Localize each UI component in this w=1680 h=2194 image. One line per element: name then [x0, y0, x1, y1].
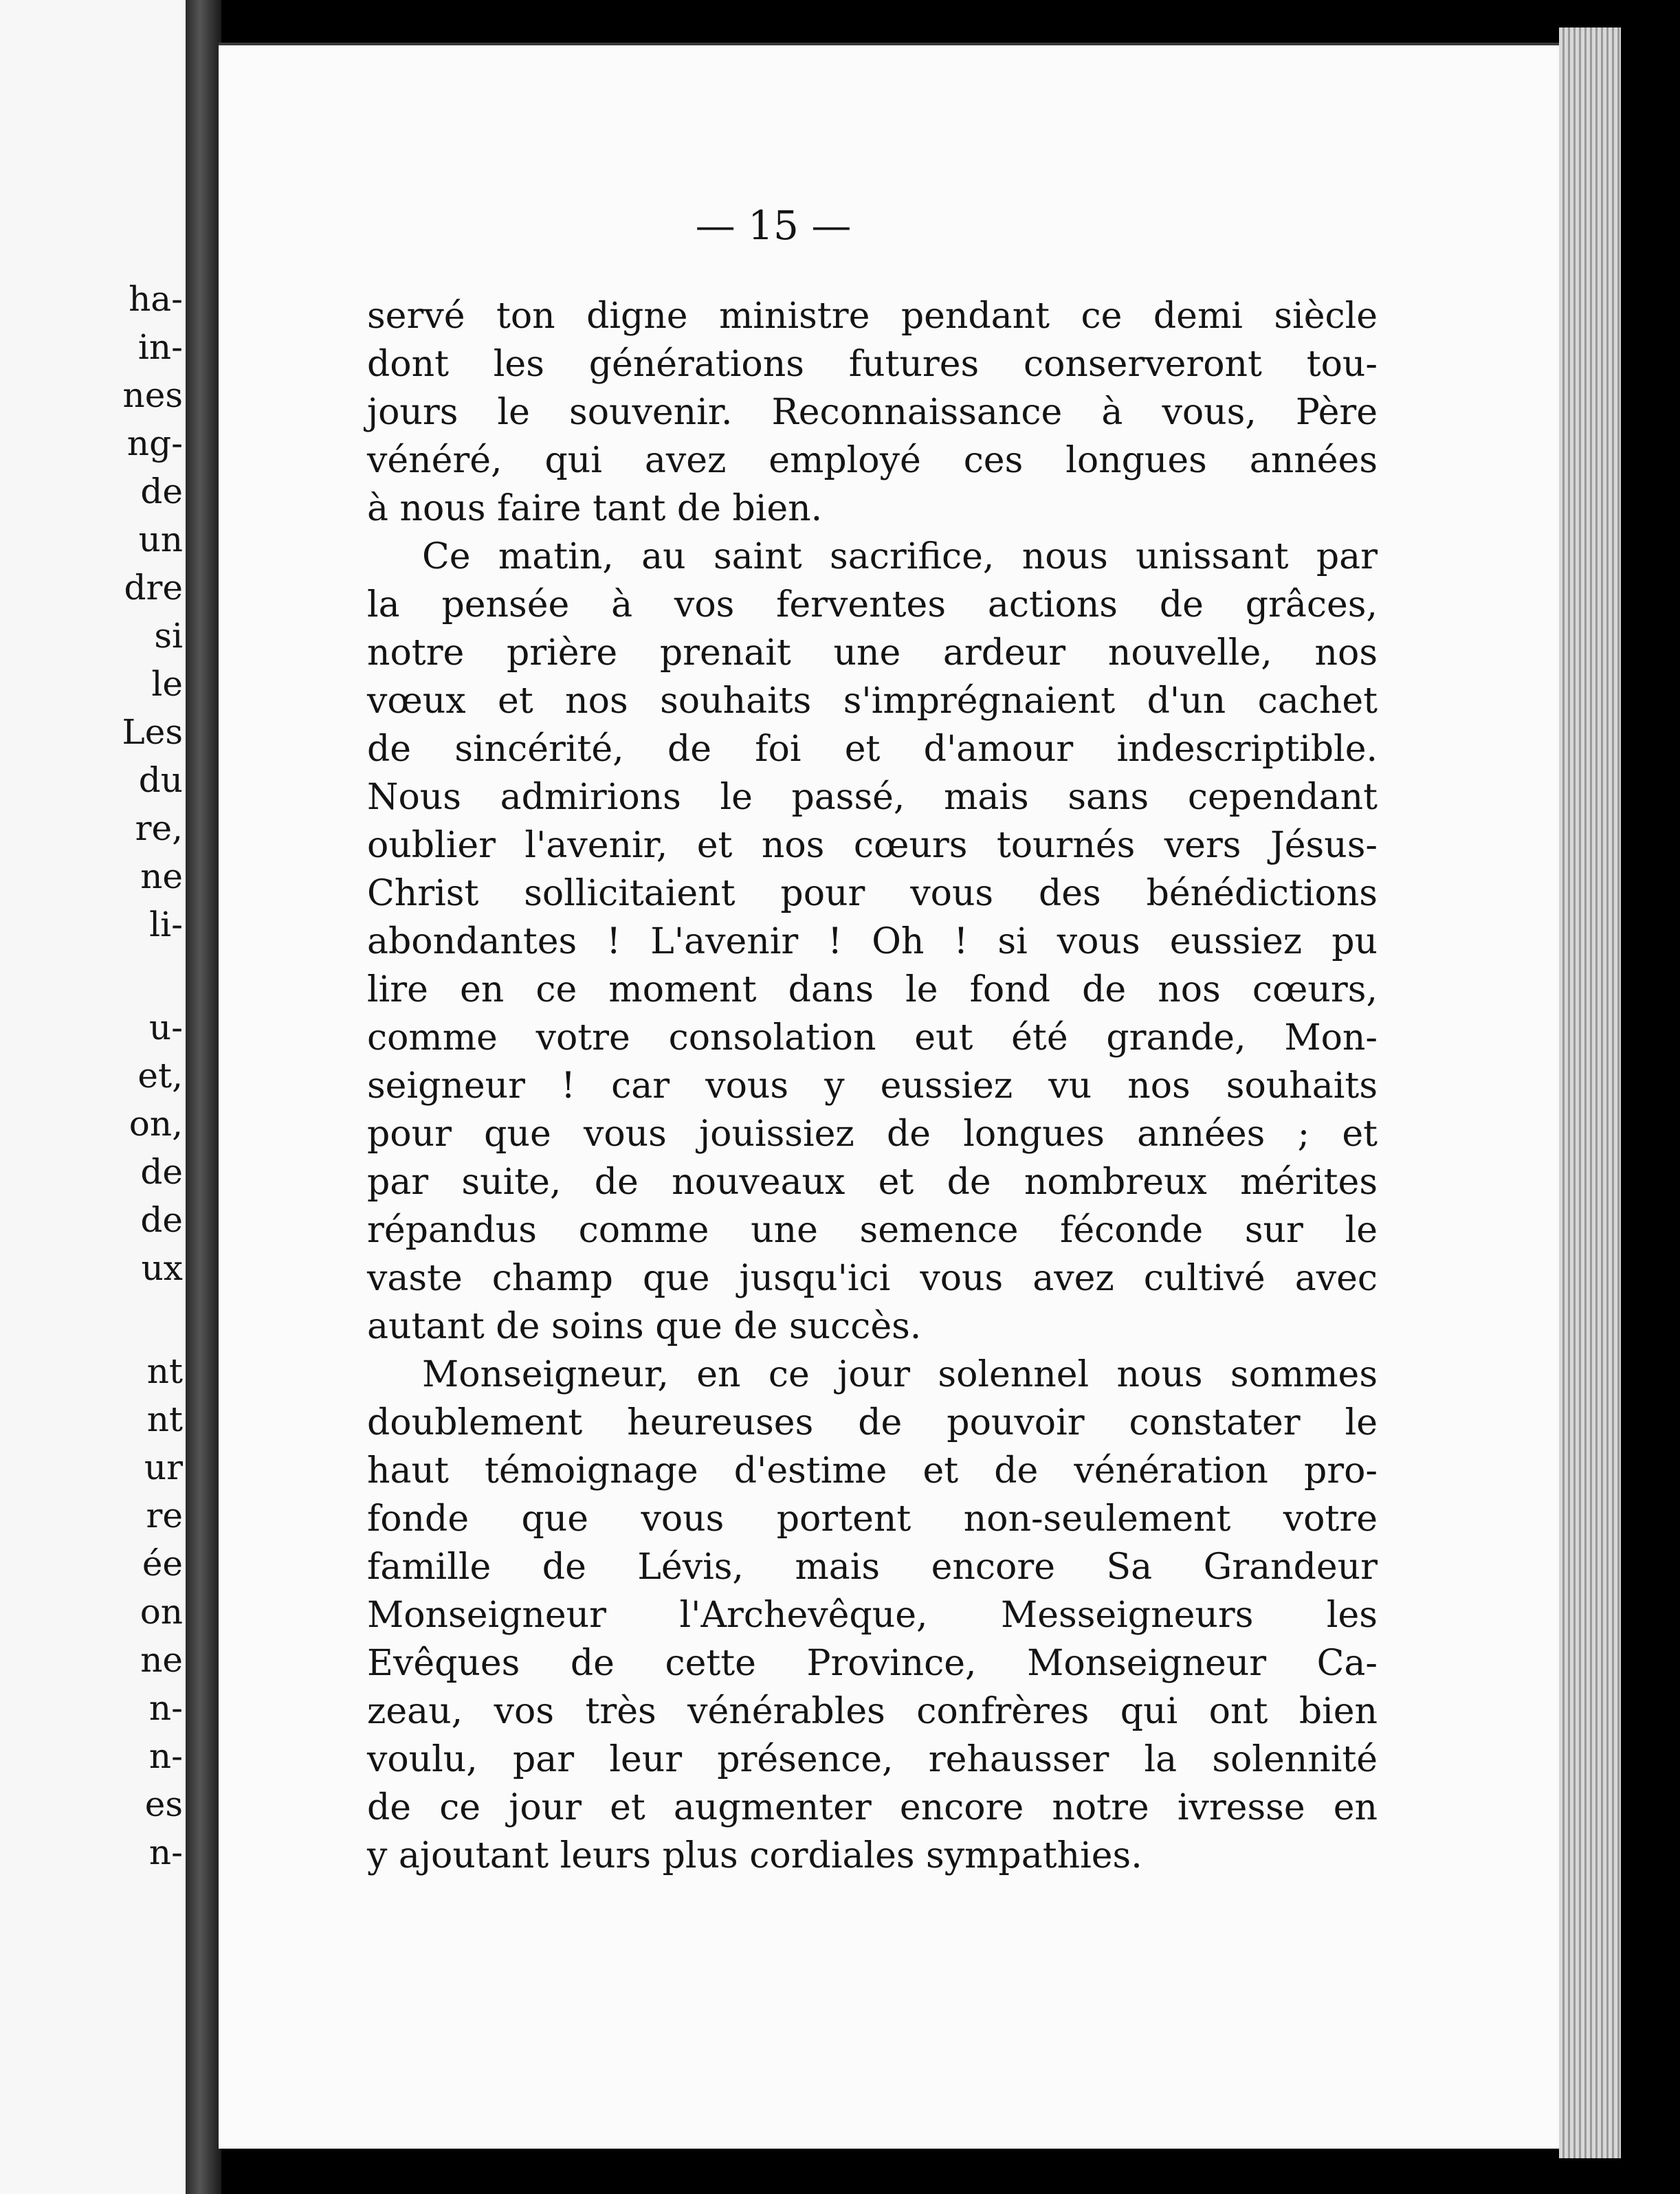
text-line: haut témoignage d'estime et de vénération pro- [367, 1450, 1378, 1492]
text-line: fonde que vous portent non-seulement votre [367, 1498, 1378, 1540]
facing-line-fragment: si [154, 616, 183, 656]
text-line: pour que vous jouissiez de longues années ; et [367, 1113, 1378, 1155]
text-line: famille de Lévis, mais encore Sa Grandeur [367, 1547, 1378, 1588]
facing-line-fragment: nt [146, 1351, 183, 1391]
text-line: Ce matin, au saint sacrifice, nous unissant par [422, 536, 1378, 577]
facing-line-fragment: le [151, 664, 183, 704]
text-line: seigneur ! car vous y eussiez vu nos souhaits [367, 1065, 1378, 1107]
text-line: vaste champ que jusqu'ici vous avez cultivé avec [367, 1258, 1378, 1299]
facing-line-fragment: du [138, 760, 183, 800]
facing-line-fragment: ur [144, 1448, 183, 1487]
facing-line-fragment: ux [141, 1248, 183, 1288]
text-line: Monseigneur l'Archevêque, Messeigneurs les [367, 1595, 1378, 1636]
facing-line-fragment: li- [149, 905, 183, 944]
facing-line-fragment: on [140, 1592, 183, 1632]
facing-line-fragment: in- [137, 327, 183, 367]
facing-line-fragment: de [140, 1200, 183, 1240]
facing-line-fragment: un [138, 520, 183, 559]
book-gutter [186, 0, 221, 2194]
facing-page [0, 0, 186, 2194]
facing-line-fragment: n- [148, 1736, 183, 1776]
text-line: de sincérité, de foi et d'amour indescriptible. [367, 729, 1378, 770]
facing-line-fragment: Les [122, 712, 183, 752]
text-line: oublier l'avenir, et nos cœurs tournés vers Jésus- [367, 825, 1378, 866]
text-line: doublement heureuses de pouvoir constater le [367, 1402, 1378, 1443]
text-line: vœux et nos souhaits s'imprégnaient d'un cachet [367, 680, 1378, 722]
text-line: zeau, vos très vénérables confrères qui ont bien [367, 1691, 1378, 1732]
text-line: autant de soins que de succès. [367, 1306, 922, 1347]
facing-line-fragment: es [144, 1784, 183, 1824]
facing-line-fragment: u- [148, 1008, 183, 1048]
text-line: abondantes ! L'avenir ! Oh ! si vous eussiez pu [367, 921, 1378, 962]
text-line: vénéré, qui avez employé ces longues années [367, 440, 1378, 481]
body-text [367, 292, 1378, 1880]
text-line: dont les générations futures conserveront tou- [367, 344, 1378, 385]
page-edges [1559, 27, 1621, 2158]
text-line: répandus comme une semence féconde sur le [367, 1210, 1378, 1251]
facing-line-fragment: nes [122, 375, 183, 415]
facing-line-fragment: nt [146, 1399, 183, 1439]
facing-line-fragment: de [140, 472, 183, 511]
facing-line-fragment: on, [129, 1104, 183, 1144]
text-line: comme votre consolation eut été grande, Mon- [367, 1017, 1378, 1059]
text-line: voulu, par leur présence, rehausser la solennité [367, 1739, 1378, 1780]
text-line: servé ton digne ministre pendant ce demi siècle [367, 296, 1378, 337]
facing-line-fragment: ng- [126, 423, 183, 463]
facing-line-fragment: re, [135, 808, 183, 848]
text-line: y ajoutant leurs plus cordiales sympathies. [367, 1835, 1142, 1876]
text-line: la pensée à vos ferventes actions de grâces, [367, 584, 1378, 625]
text-line: à nous faire tant de bien. [367, 488, 823, 529]
text-line: de ce jour et augmenter encore notre ivresse en [367, 1787, 1378, 1828]
page-number: — 15 — [695, 202, 852, 249]
text-line: Nous admirions le passé, mais sans cependant [367, 777, 1378, 818]
facing-line-fragment: dre [124, 568, 183, 608]
facing-line-fragment: ée [142, 1544, 183, 1584]
text-line: par suite, de nouveaux et de nombreux mérites [367, 1162, 1378, 1203]
text-line: Evêques de cette Province, Monseigneur Ca- [367, 1643, 1378, 1684]
text-line: Christ sollicitaient pour vous des bénédictions [367, 873, 1378, 914]
text-line: jours le souvenir. Reconnaissance à vous, Père [367, 392, 1378, 433]
text-line: lire en ce moment dans le fond de nos cœurs, [367, 969, 1378, 1010]
facing-line-fragment: ne [140, 1640, 183, 1680]
facing-line-fragment: de [140, 1152, 183, 1192]
facing-line-fragment: ha- [129, 279, 183, 319]
text-line: Monseigneur, en ce jour solennel nous sommes [422, 1354, 1378, 1395]
text-line: notre prière prenait une ardeur nouvelle, nos [367, 632, 1378, 674]
facing-line-fragment: ne [140, 856, 183, 896]
facing-line-fragment: n- [148, 1832, 183, 1872]
facing-line-fragment: et, [137, 1056, 183, 1096]
facing-line-fragment: re [146, 1496, 183, 1536]
facing-line-fragment: n- [148, 1688, 183, 1728]
